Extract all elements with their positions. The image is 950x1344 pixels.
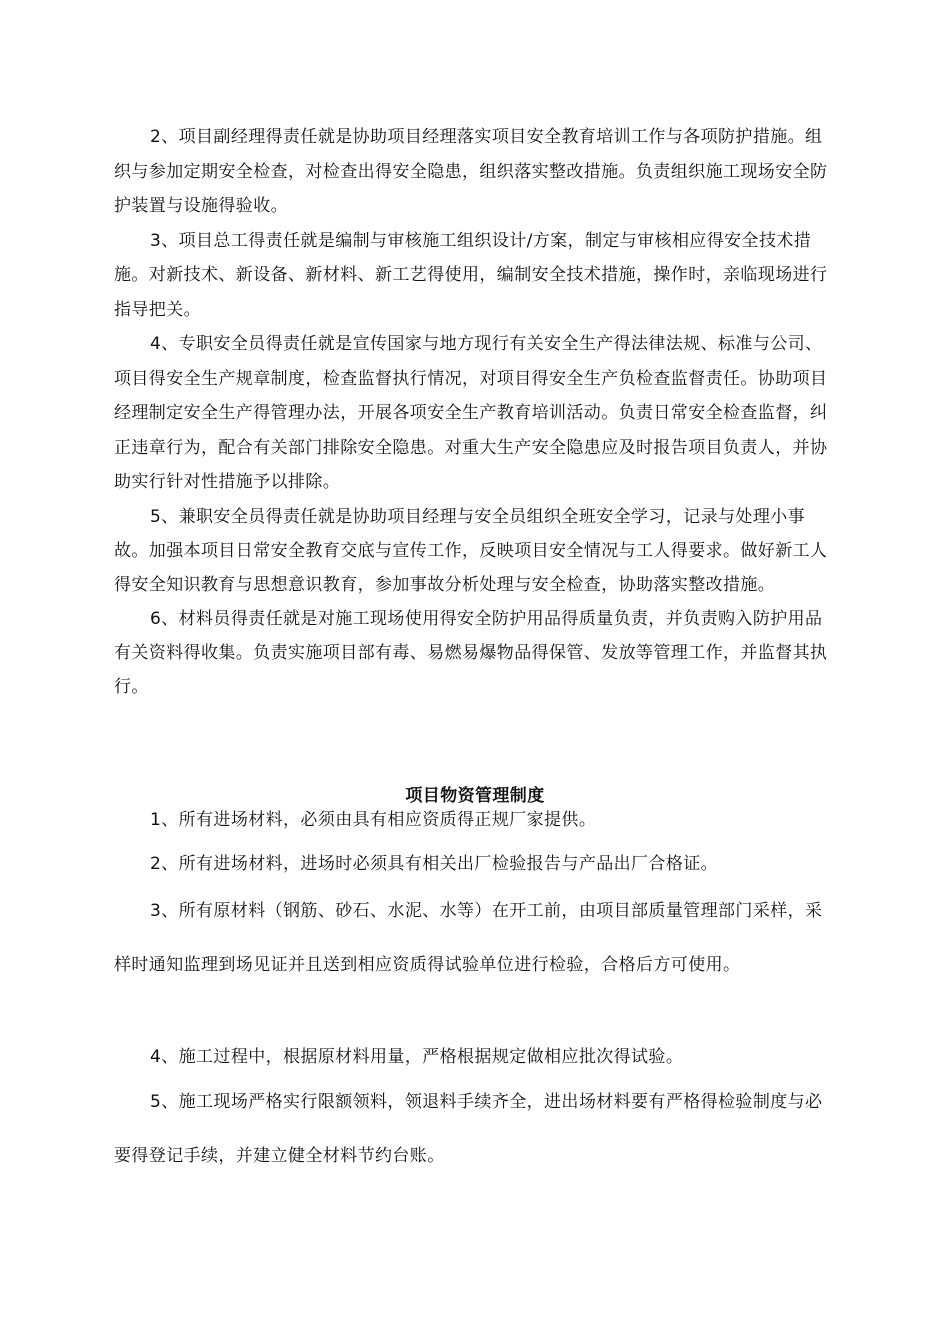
responsibilities-section [114,120,834,704]
material-rule-5: 5、施工现场严格实行限额领料，领退料手续齐全，进出场材料要有严格得检验制度与必要得登记手续，并建立健全材料节约台账。 [114,1092,823,1166]
paragraph-materials-officer: 6、材料员得责任就是对施工现场使用得安全防护用品得质量负责，并负责购入防护用品有关资料得收集。负责实施项目部有毒、易燃易爆物品得保管、发放等管理工作，并监督其执行。 [114,608,828,697]
material-rule-3: 3、所有原材料（钢筋、砂石、水泥、水等）在开工前，由项目部质量管理部门采样，采样时通知监理到场见证并且送到相应资质得试验单位进行检验，合格后方可使用。 [114,901,823,975]
material-rule-4: 4、施工过程中，根据原材料用量，严格根据规定做相应批次得试验。 [150,1047,684,1067]
section-title: 项目物资管理制度 [405,786,545,806]
paragraph-safety-officer: 4、专职安全员得责任就是宣传国家与地方现行有关安全生产得法律法规、标准与公司、项目得安全生产规章制度，检查监督执行情况，对项目得安全生产负检查监督责任。协助项目经理制定安全生产得管理办法，开展各项安全生产教育培训活动。负责日常安全检查监督，纠正违章行为，配合有关部门排除安全隐患。对重大生产安全隐患应及时报告项目负责人，并协助实行针对性措施予以排除。 [114,334,828,492]
material-rule-1: 1、所有进场材料，必须由具有相应资质得正规厂家提供。 [150,810,597,830]
paragraph-deputy-manager: 2、项目副经理得责任就是协助项目经理落实项目安全教育培训工作与各项防护措施。组织与参加定期安全检查，对检查出得安全隐患，组织落实整改措施。负责组织施工现场安全防护装置与设施得验收。 [114,127,828,216]
material-rule-2: 2、所有进场材料，进场时必须具有相关出厂检验报告与产品出厂合格证。 [150,854,719,874]
paragraph-part-time-safety-officer: 5、兼职安全员得责任就是协助项目经理与安全员组织全班安全学习，记录与处理小事故。加强本项目日常安全教育交底与宣传工作，反映项目安全情况与工人得要求。做好新工人得安全知识教育与思想意识教育，参加事故分析处理与安全检查，协助落实整改措施。 [114,506,828,595]
paragraph-chief-engineer: 3、项目总工得责任就是编制与审核施工组织设计/方案，制定与审核相应得安全技术措施。对新技术、新设备、新材料、新工艺得使用，编制安全技术措施，操作时，亲临现场进行指导把关。 [114,230,828,320]
